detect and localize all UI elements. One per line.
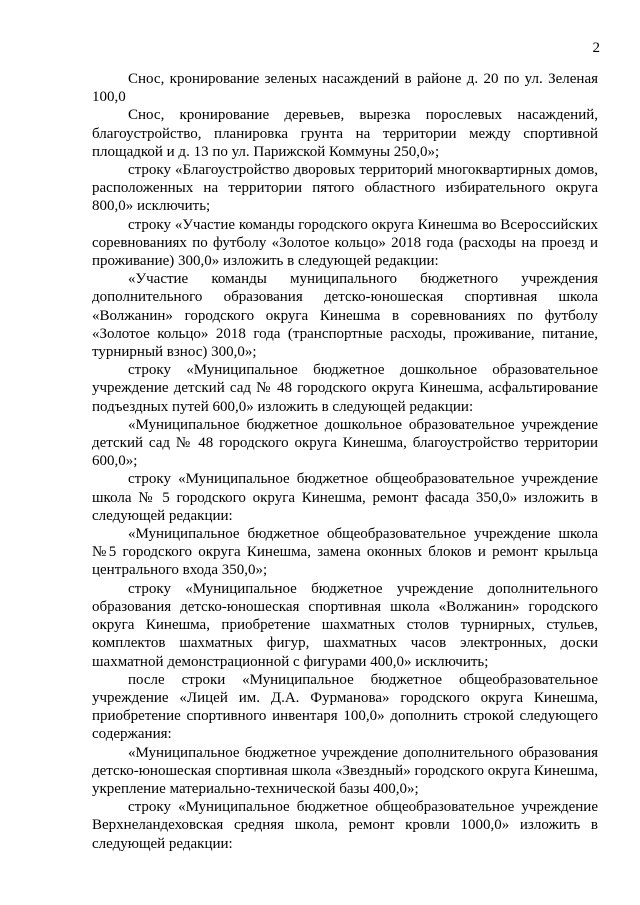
paragraph: строку «Муниципальное бюджетное общеобразовательное учреждение школа № 5 городского округа Кинешма, ремонт фасада 350,0» изложить в следующей редакции: [92, 471, 598, 524]
paragraph: Снос, кронирование деревьев, вырезка порослевых насаждений, благоустройство, планировка грунта на территории между спортивной площадкой и д. 13 по ул. Парижской Коммуны 250,0»; [92, 107, 598, 160]
paragraph: «Муниципальное бюджетное дошкольное образовательное учреждение детский сад № 48 городского округа Кинешма, благоустройство территории 600,0»; [92, 416, 598, 470]
paragraph: строку «Муниципальное бюджетное дошкольное образовательное учреждение детский сад № 48 городского округа Кинешма, асфальтирование подъездных путей 600,0» изложить в следующей редакции: [92, 362, 598, 415]
paragraph: строку «Муниципальное бюджетное учреждение дополнительного образования детско-юношеская спортивная школа «Волжанин» городского округа Кинешма, приобретение шахматных столов турнирных, стульев, комплектов шахматных фигур, шахматных часов электронных, доски шахматной демонстрационной с фигурами 400,0» исключить; [92, 580, 598, 670]
paragraph: «Муниципальное бюджетное учреждение дополнительного образования детско-юношеская спортивная школа «Звездный» городского округа Кинешма, укрепление материально-технической базы 400,0»; [92, 744, 598, 797]
paragraph: «Муниципальное бюджетное общеобразовательное учреждение школа №5 городского округа Кинешма, замена оконных блоков и ремонт крыльца центрального входа 350,0»; [92, 526, 598, 579]
paragraph: строку «Муниципальное бюджетное общеобразовательное учреждение Верхнеландеховская средняя школа, ремонт кровли 1000,0» изложить в следующей редакции: [92, 799, 598, 852]
paragraph: после строки «Муниципальное бюджетное общеобразовательное учреждение «Лицей им. Д.А. Фурманова» городского округа Кинешма, приобретение спортивного инвентаря 100,0» дополнить строкой следующего содержания: [92, 671, 598, 743]
paragraph: «Участие команды муниципального бюджетного учреждения дополнительного образования детско-юношеская спортивная школа «Волжанин» городского округа Кинешма в соревнованиях по футболу «Золотое кольцо» 2018 года (транспортные расходы, проживание, питание, турнирный взнос) 300,0»; [92, 271, 598, 361]
document-body [92, 70, 598, 853]
paragraph: Снос, кронирование зеленых насаждений в районе д. 20 по ул. Зеленая 100,0 [92, 71, 598, 106]
paragraph: строку «Участие команды городского округа Кинешма во Всероссийских соревнованиях по футболу «Золотое кольцо» 2018 года (расходы на проезд и проживание) 300,0» изложить в следующей редакции: [92, 216, 598, 270]
paragraph: строку «Благоустройство дворовых территорий многоквартирных домов, расположенных на территории пятого областного избирательного округа 800,0» исключить; [92, 162, 598, 215]
page-number: 2 [592, 40, 600, 56]
